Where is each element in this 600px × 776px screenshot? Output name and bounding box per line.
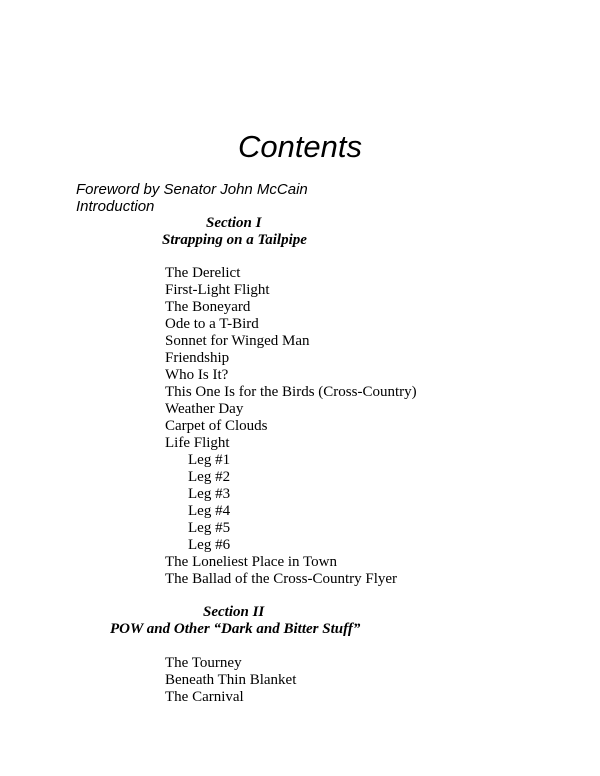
toc-introduction: Introduction — [76, 198, 155, 215]
toc-entry: Sonnet for Winged Man — [165, 333, 310, 349]
toc-subentry: Leg #2 — [188, 469, 231, 485]
toc-entry: Friendship — [165, 350, 230, 366]
toc-foreword: Foreword by Senator John McCain — [76, 181, 308, 198]
page-title: Contents — [237, 129, 363, 164]
toc-subentry: Leg #6 — [188, 537, 231, 553]
section-2-subtitle: POW and Other “Dark and Bitter Stuff” — [110, 621, 361, 637]
toc-entry: This One Is for the Birds (Cross-Country) — [165, 384, 417, 400]
section-2-label: Section II — [203, 604, 265, 620]
toc-entry: The Ballad of the Cross-Country Flyer — [165, 571, 398, 587]
toc-entry: The Tourney — [165, 655, 242, 671]
toc-entry: Life Flight — [165, 435, 230, 451]
section-1-subtitle: Strapping on a Tailpipe — [162, 232, 307, 248]
toc-subentry: Leg #5 — [188, 520, 231, 536]
toc-entry: The Loneliest Place in Town — [165, 554, 337, 570]
toc-entry: Ode to a T-Bird — [165, 316, 259, 332]
section-1-label: Section I — [206, 215, 262, 231]
toc-entry: The Carnival — [165, 689, 244, 705]
toc-entry: Weather Day — [165, 401, 244, 417]
toc-entry: The Boneyard — [165, 299, 251, 315]
toc-entry: Who Is It? — [165, 367, 229, 383]
toc-subentry: Leg #1 — [188, 452, 231, 468]
toc-entry: The Derelict — [165, 265, 241, 281]
toc-entry: Carpet of Clouds — [165, 418, 268, 434]
toc-entry: Beneath Thin Blanket — [165, 672, 297, 688]
toc-subentry: Leg #3 — [188, 486, 231, 502]
toc-subentry: Leg #4 — [188, 503, 231, 519]
toc-entry: First-Light Flight — [165, 282, 270, 298]
